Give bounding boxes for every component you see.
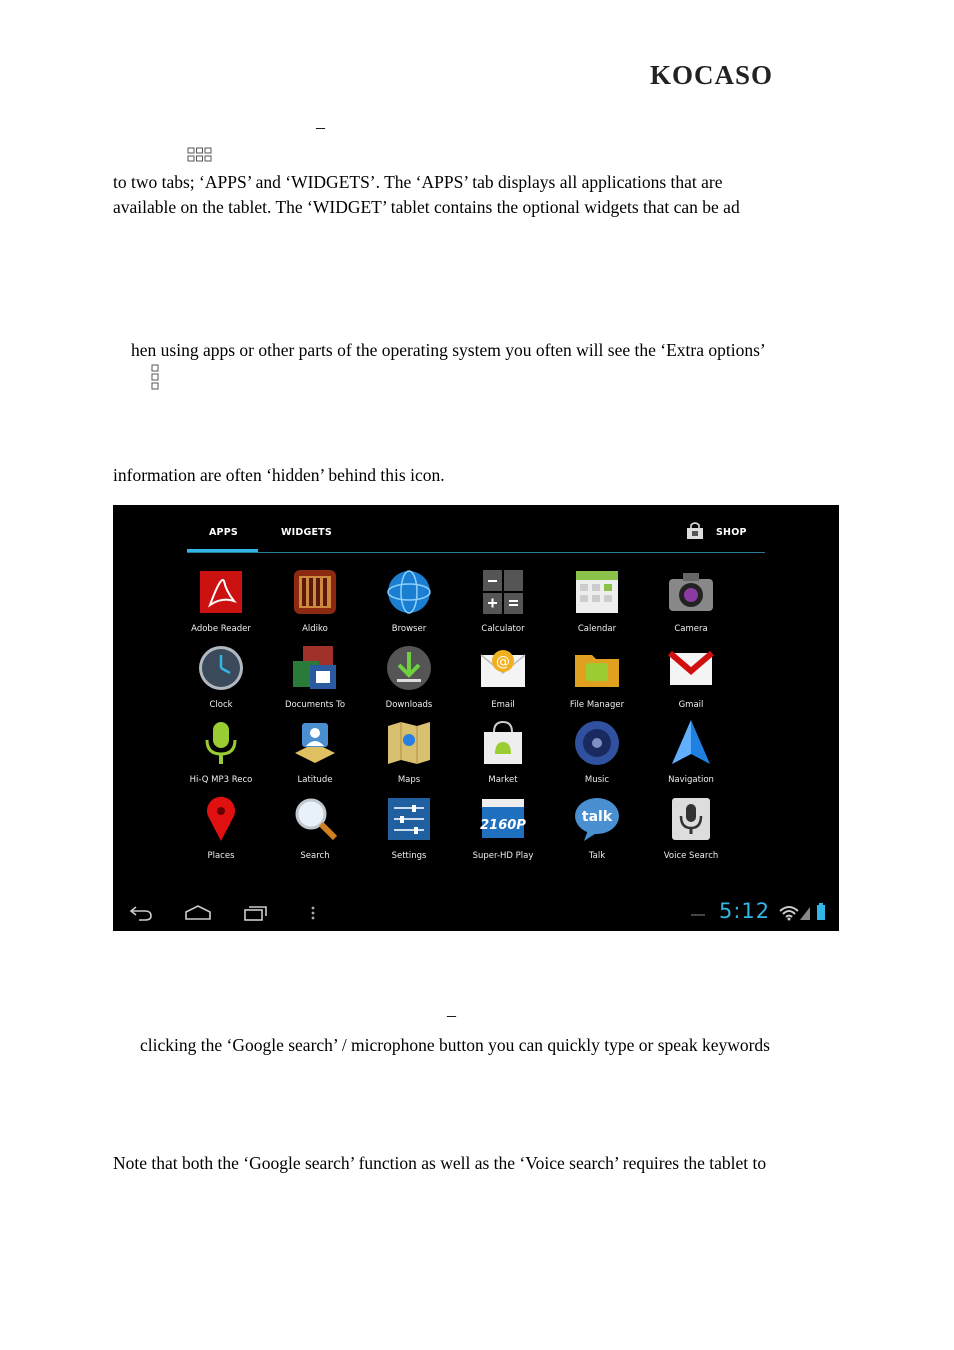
app-label: Places (207, 850, 235, 861)
app-label: Search (300, 850, 330, 861)
system-nav-bar (113, 897, 839, 931)
app-label: Voice Search (663, 850, 719, 861)
app-search[interactable] (268, 794, 362, 861)
maps-icon (384, 718, 434, 768)
app-gmail[interactable] (644, 643, 738, 710)
tab-divider (187, 552, 765, 553)
calendar-icon (572, 567, 622, 617)
svg-text:2160P: 2160P (480, 817, 526, 833)
app-label: Music (584, 775, 610, 785)
app-label: Aldiko (302, 624, 328, 634)
shop-bag-icon[interactable] (685, 522, 705, 540)
app-camera[interactable] (644, 567, 738, 634)
paragraph-line: to two tabs; ‘APPS’ and ‘WIDGETS’. The ‘APPS’ tab displays all applications that are (113, 172, 723, 192)
tab-widgets[interactable]: WIDGETS (281, 527, 332, 538)
app-aldiko[interactable] (268, 567, 362, 634)
market-icon (478, 718, 528, 768)
logo: KOCASO (650, 60, 774, 90)
tab-shop[interactable]: SHOP (716, 527, 747, 538)
home-icon[interactable] (184, 903, 212, 923)
app-places[interactable] (174, 794, 268, 861)
app-email[interactable] (456, 643, 550, 710)
app-label: Calendar (577, 624, 617, 634)
recent-apps-icon[interactable] (242, 903, 270, 923)
app-label: Gmail (678, 699, 704, 710)
app-label: Super-HD Play (472, 850, 534, 861)
app-adobe-reader[interactable] (174, 567, 268, 634)
extra-options-icon (151, 364, 159, 390)
app-label: Clock (209, 699, 233, 710)
clock-icon (196, 643, 246, 693)
voice-search-icon (666, 794, 716, 844)
dash-2: – (447, 1005, 456, 1025)
menu-dots-icon[interactable] (309, 903, 317, 923)
app-super-hd-play[interactable] (456, 794, 550, 861)
app-talk[interactable] (550, 794, 644, 861)
app-latitude[interactable] (268, 718, 362, 785)
aldiko-icon (290, 567, 340, 617)
paragraph-line: hen using apps or other parts of the operating system you often will see the ‘Extra options’ (131, 340, 766, 360)
downloads-icon (384, 643, 434, 693)
app-label: Maps (397, 775, 421, 785)
music-icon (572, 718, 622, 768)
app-documents-to[interactable] (268, 643, 362, 710)
app-label: Market (488, 775, 518, 785)
tab-apps[interactable]: APPS (209, 527, 238, 538)
app-label: Calculator (481, 624, 525, 634)
app-market[interactable] (456, 718, 550, 785)
notification-dash (691, 914, 705, 916)
app-label: Browser (391, 624, 427, 634)
app-voice-search[interactable] (644, 794, 738, 861)
app-label: Navigation (668, 775, 714, 785)
app-maps[interactable] (362, 718, 456, 785)
documents-icon (290, 643, 340, 693)
app-label: Email (491, 699, 515, 710)
app-music[interactable] (550, 718, 644, 785)
wifi-icon (779, 905, 799, 921)
calculator-icon (478, 567, 528, 617)
status-clock: 5:12 (719, 899, 771, 923)
paragraph-line: clicking the ‘Google search’ / microphone button you can quickly type or speak keywords (140, 1035, 770, 1055)
microphone-icon (196, 718, 246, 768)
tab-bar (187, 505, 765, 553)
paragraph-line: Note that both the ‘Google search’ function as well as the ‘Voice search’ requires the tablet to (113, 1153, 767, 1173)
app-label: File Manager (569, 699, 625, 710)
email-icon (478, 643, 528, 693)
super-hd-icon (478, 794, 528, 844)
gmail-icon (666, 643, 716, 693)
paragraph-line: information are often ‘hidden’ behind this icon. (113, 465, 445, 485)
app-downloads[interactable] (362, 643, 456, 710)
file-manager-icon (572, 643, 622, 693)
app-clock[interactable] (174, 643, 268, 710)
browser-icon (384, 567, 434, 617)
app-browser[interactable] (362, 567, 456, 634)
app-label: Settings (391, 850, 427, 861)
back-icon[interactable] (127, 903, 155, 923)
app-label: Camera (674, 624, 708, 634)
app-file-manager[interactable] (550, 643, 644, 710)
paragraph-line: available on the tablet. The ‘WIDGET’ tablet contains the optional widgets that can be ad (113, 197, 740, 217)
all-apps-icon (187, 147, 213, 163)
app-calendar[interactable] (550, 567, 644, 634)
app-label: Adobe Reader (191, 624, 251, 634)
app-hi-q-mp3-reco[interactable] (174, 718, 268, 785)
svg-text:@: @ (496, 653, 510, 670)
app-label: Hi-Q MP3 Reco (189, 775, 253, 785)
app-label: Documents To (284, 699, 346, 710)
adobe-reader-icon (196, 567, 246, 617)
app-label: Downloads (385, 699, 433, 710)
app-calculator[interactable] (456, 567, 550, 634)
app-settings[interactable] (362, 794, 456, 861)
places-icon (196, 794, 246, 844)
app-drawer-screenshot (113, 505, 839, 931)
app-label: Latitude (297, 775, 333, 785)
app-navigation[interactable] (644, 718, 738, 785)
navigation-icon (666, 718, 716, 768)
app-label: Talk (588, 850, 606, 861)
dash-1: – (316, 117, 325, 137)
search-icon (290, 794, 340, 844)
signal-icon (799, 905, 811, 921)
battery-icon (816, 903, 826, 921)
camera-icon (666, 567, 716, 617)
settings-icon (384, 794, 434, 844)
svg-text:talk: talk (581, 808, 613, 825)
talk-icon (572, 794, 622, 844)
latitude-icon (290, 718, 340, 768)
